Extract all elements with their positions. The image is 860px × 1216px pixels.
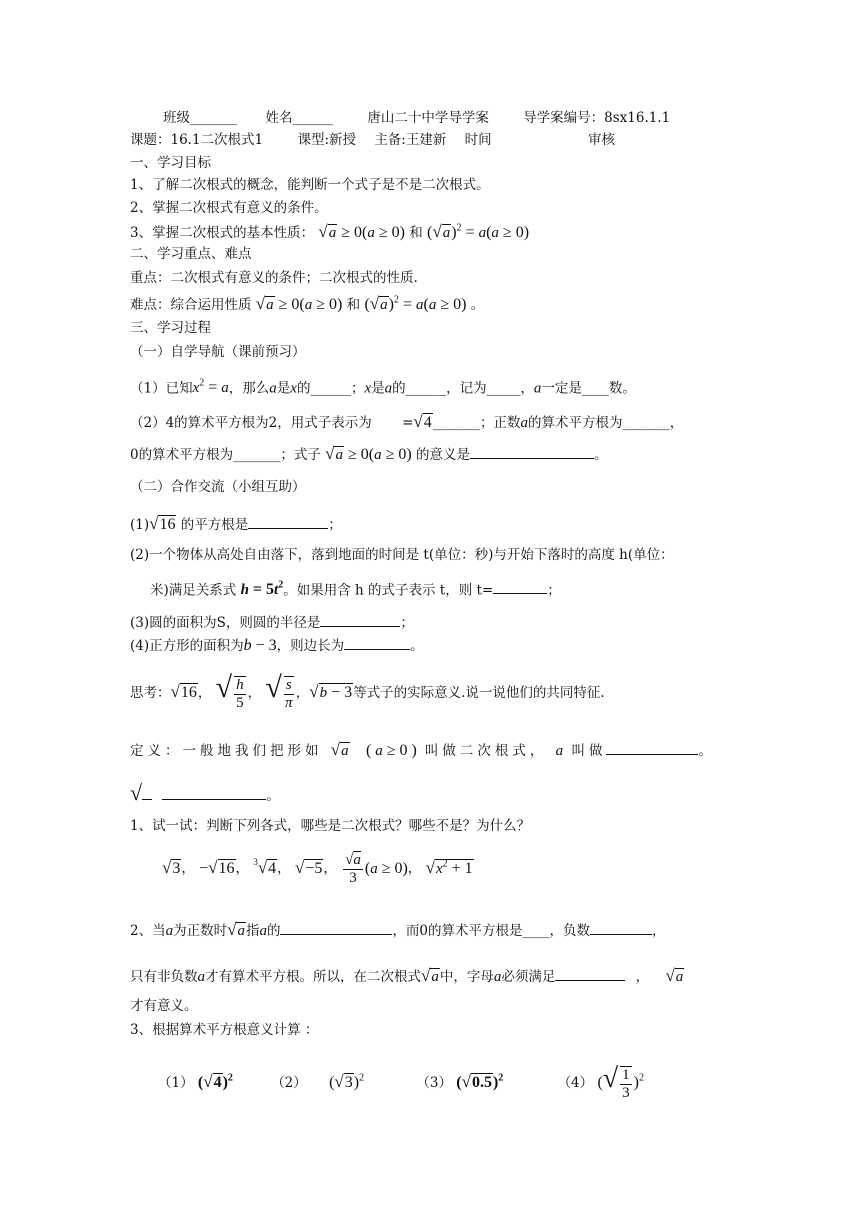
answer-blank[interactable] xyxy=(470,446,594,459)
focus-title: 二、学习重点、难点 xyxy=(130,246,252,262)
formula-b-minus-3: b xyxy=(243,637,252,654)
formula-sqrt-x2-plus-1: $√x^2 + 1$ xyxy=(425,857,473,877)
formula-sqrt-3: √3 xyxy=(162,857,181,877)
formula-sqrt-a-squared: $(√a)^2 = a(a \ge 0)$ xyxy=(427,222,530,241)
school-title: 唐山二十中学导学案 xyxy=(367,110,489,126)
formula-hard-2: $(√a)^2 = a(a \ge 0)$ xyxy=(364,294,467,313)
question-1: （1）已知$x^2 = a$，那么a是x的______；x是a的______，记为_____，a一定是____数。 xyxy=(130,378,636,397)
part1-title: （一）自学导航（课前预习） xyxy=(130,344,306,360)
cooperate-3: (3)圆的面积为S，则圆的半径是 ； xyxy=(130,615,414,631)
time-label: 时间 xyxy=(464,132,492,148)
formula-sqrt-a-nonneg: √a ≥ 0(a ≥ 0) xyxy=(318,222,405,241)
formula-sqrt-4: √4 xyxy=(413,412,432,431)
cooperate-1: (1)√16 的平方根是 ； xyxy=(130,514,342,533)
cooperate-2-cont: 米)满足关系式 $h = 5t^2$。如果用含 h 的式子表示 t，则 t= ； xyxy=(150,580,561,599)
question-2: （2）4的算术平方根为2，用式子表示为 =√4_______；正数a的算术平方根为_______， xyxy=(130,412,684,431)
header-line xyxy=(163,110,670,126)
formula-def-sqrt-a: √a xyxy=(330,740,349,759)
formula-calc-3: $(√0.5)^2$ xyxy=(456,1072,504,1091)
item-2-cont: 只有非负数a才有算术平方根。所以，在二次根式√a中，字母a必须满足 ， √a xyxy=(130,966,684,985)
key-points: 重点：二次根式有意义的条件；二次根式的性质. xyxy=(130,270,418,286)
formula-sqrt-16: √16 xyxy=(149,514,176,533)
cooperate-2: (2)一个物体从高处自由落下，落到地面的时间是 t(单位：秒)与开始下落时的高度 h(单位： xyxy=(130,547,674,563)
formula-sqrt-b-minus-3: √b − 3 xyxy=(309,682,353,701)
try-title: 1、试一试：判断下列各式，哪些是二次根式？哪些不是？为什么？ xyxy=(130,818,531,834)
item-2-end: 才有意义。 xyxy=(130,998,198,1014)
think-line: 思考：√16， √ $\frac{h}{5}$ ， √ $\frac{s}{\pi}$ ，√b − 3等式子的实际意义.说一说他们的共同特征. xyxy=(130,671,605,711)
answer-blank[interactable] xyxy=(248,516,328,529)
goals-title: 一、学习目标 xyxy=(130,155,211,171)
preparer: 主备:王建新 xyxy=(374,132,447,148)
formula-cbrt-4: $^3$√4 xyxy=(253,856,277,877)
goal-2: 2、掌握二次根式有意义的条件。 xyxy=(130,200,328,216)
formula-hard-1: √a ≥ 0(a ≥ 0) xyxy=(255,294,343,313)
doc-code: 导学案编号：8sx16.1.1 xyxy=(523,110,671,126)
answer-blank[interactable] xyxy=(555,968,625,981)
answer-blank[interactable] xyxy=(606,742,698,755)
topic: 课题：16.1二次根式1 xyxy=(130,132,264,148)
formula-sqrt-a-over-3: $\frac{√a}{3}$ xyxy=(345,852,361,886)
goal-3: 3、掌握二次根式的基本性质： √a ≥ 0(a ≥ 0) 和 $(√a)^2 = a(a \ge 0)$ xyxy=(130,222,530,241)
class-label: 班级_______ xyxy=(163,110,238,126)
definition: 定义：一般地我们把形如 √a ( a ≥ 0 ) 叫做二次根式， a 叫做 。 xyxy=(130,740,716,759)
answer-blank[interactable] xyxy=(590,922,652,935)
item-3: 3、根据算术平方根意义计算 ： xyxy=(130,1022,319,1038)
formula-calc-4: (√ xyxy=(597,1063,619,1094)
formula-sqrt-h-over-5: √ xyxy=(215,671,233,704)
meta-line xyxy=(130,132,615,148)
formula-sqrt-a-nonneg-2: √a ≥ 0(a ≥ 0) xyxy=(325,444,412,463)
part2-title: （二）合作交流（小组互助） xyxy=(130,479,306,495)
answer-blank[interactable] xyxy=(493,581,547,594)
name-label: 姓名______ xyxy=(265,110,334,126)
formula-sqrt-neg-5: √−5 xyxy=(294,857,323,877)
goal-1: 1、了解二次根式的概念，能判断一个式子是不是二次根式。 xyxy=(130,177,490,193)
answer-blank[interactable] xyxy=(280,922,392,935)
formula-x2-eq-a: $x^2 = a$ xyxy=(192,378,229,397)
cooperate-4: (4)正方形的面积为b − 3，则边长为 。 xyxy=(130,637,424,654)
process-title: 三、学习过程 xyxy=(130,320,211,336)
calc-row: （1） $(√4)^2$ （2） $(√3)^2$ （3） $(√0.5)^2$ （4） (√ $\frac{1}{3}$ )$^2$ xyxy=(158,1063,644,1101)
lesson-type: 课型:新授 xyxy=(297,132,357,148)
definition-2: √ 。 xyxy=(130,780,280,805)
answer-blank[interactable] xyxy=(344,637,410,650)
review-label: 审核 xyxy=(587,132,615,148)
radical-symbol: √ xyxy=(130,780,152,806)
formula-calc-1: $(√4)^2$ xyxy=(197,1072,233,1091)
item-2: 2、当a为正数时√a指a的 ，而0的算术平方根是____，负数 ， xyxy=(130,920,666,939)
formula-neg-sqrt-16: −√16 xyxy=(199,857,235,877)
formula-sqrt-s-over-pi: √ xyxy=(265,671,282,704)
formula-h-5t2: $h = 5t^2$ xyxy=(240,580,284,599)
formula-calc-2: $(√3)^2$ xyxy=(329,1072,365,1091)
question-2-cont: 0的算术平方根为_______；式子 √a ≥ 0(a ≥ 0) 的意义是 。 xyxy=(130,444,608,463)
hard-points: 难点：综合运用性质 √a ≥ 0(a ≥ 0) 和 $(√a)^2 = a(a \ge 0)$ 。 xyxy=(130,294,485,313)
answer-blank[interactable] xyxy=(162,787,266,800)
try-expressions: √3， −√16， $^3$√4， √−5， $\frac{√a}{3}$ (a ≥ 0)， $√x^2 + 1$ xyxy=(162,852,473,886)
formula-sqrt-16-b: √16 xyxy=(170,682,197,701)
answer-blank[interactable] xyxy=(320,614,400,627)
